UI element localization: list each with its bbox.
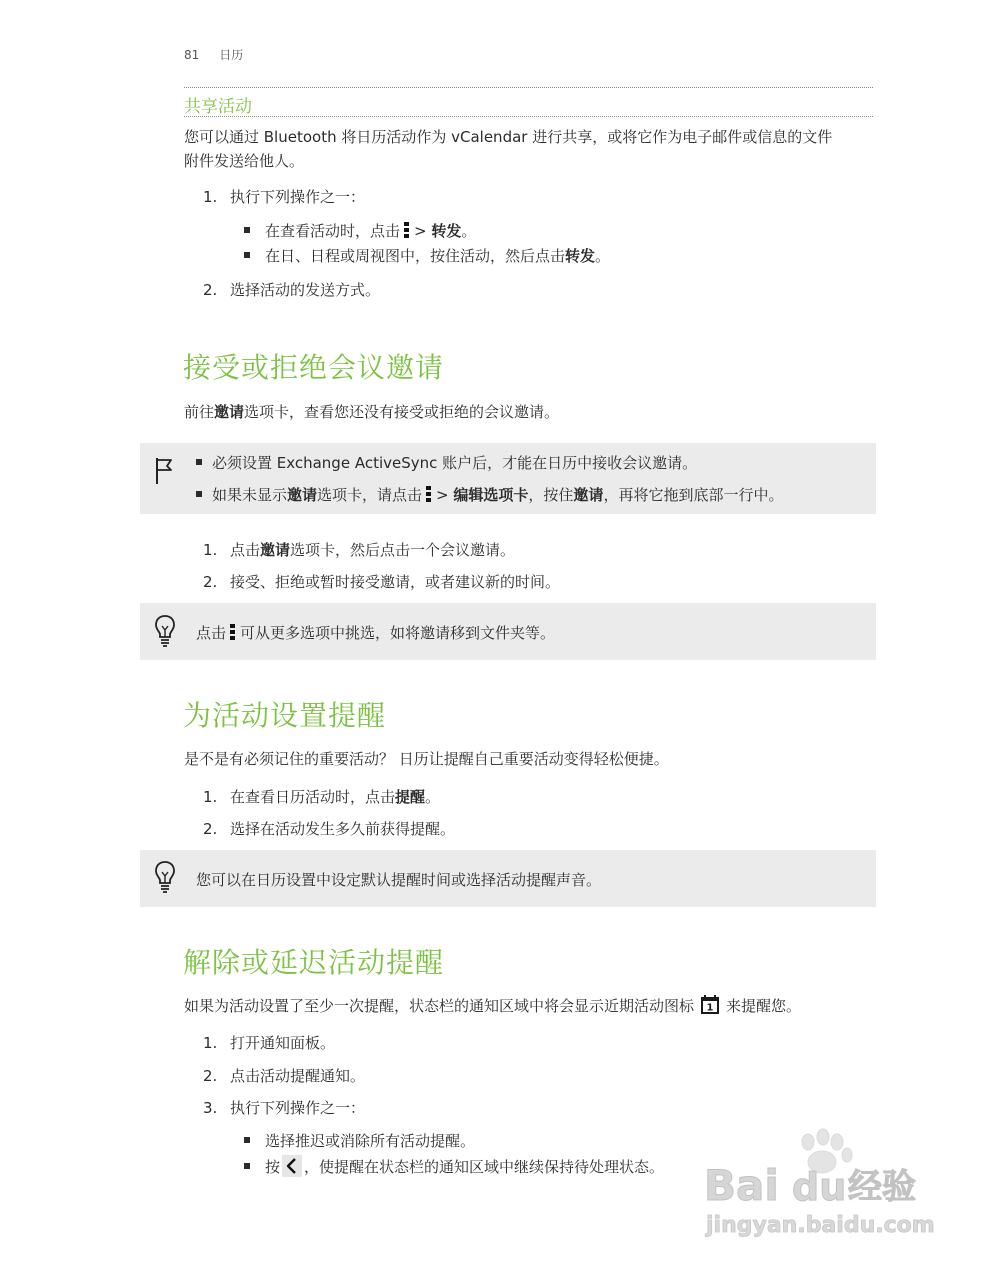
calendar-icon-day: 1	[706, 1002, 714, 1013]
reminder-intro: 是不是有必须记住的重要活动？ 日历让提醒自己重要活动变得轻松便捷。	[184, 750, 669, 768]
running-header	[184, 46, 243, 63]
note-text: 如果未显示	[212, 486, 288, 504]
intro-text-rest: 选项卡，查看您还没有接受或拒绝的会议邀请。	[244, 403, 560, 421]
watermark-bai: Bai	[704, 1161, 779, 1210]
dismiss-intro	[184, 994, 874, 1018]
step-bold-reminder: 提醒	[395, 788, 426, 806]
bullet-text: 在日、日程或周视图中，按住活动，然后点击	[265, 247, 566, 265]
accept-intro	[184, 400, 874, 424]
share-bullet-2	[244, 245, 610, 266]
bullet-text: 选择推迟或消除所有活动提醒。	[265, 1132, 476, 1150]
note-bold-invitations: 邀请	[287, 486, 318, 504]
dismiss-bullet-1	[244, 1130, 475, 1151]
step-text: 接受、拒绝或暂时接受邀请，或者建议新的时间。	[230, 573, 561, 591]
step-text: 打开通知面板。	[230, 1034, 336, 1052]
watermark-jingyan: 经验	[848, 1167, 916, 1207]
note-text: ，再将它拖到底部一行中。	[603, 486, 784, 504]
bullet-marker	[244, 252, 250, 258]
dismiss-section-title: 解除或延迟活动提醒	[183, 946, 445, 979]
tip-text-2: 您可以在日历设置中设定默认提醒时间或选择活动提醒声音。	[196, 871, 602, 889]
menu-icon	[230, 624, 236, 640]
step-text: 选择活动的发送方式。	[230, 281, 381, 299]
bullet-text-end: 。	[461, 222, 477, 240]
bullet-text: 在查看活动时，点击	[265, 222, 401, 240]
tip-text-start: 点击	[196, 624, 227, 642]
chapter-name: 日历	[219, 48, 244, 62]
watermark-du: du	[792, 1165, 847, 1209]
bullet-text-end: 。	[595, 247, 611, 265]
bullet-bold-forward: 转发	[565, 247, 596, 265]
tip-text	[196, 622, 555, 643]
note-text: 必须设置 Exchange ActiveSync 账户后，才能在日历中接收会议邀请。	[212, 454, 698, 472]
note-item-2	[196, 484, 783, 505]
bullet-text: 按	[265, 1158, 281, 1176]
share-intro-line1: 您可以通过 Bluetooth 将日历活动作为 vCalendar 进行共享，或将它作为电子邮件或信息的文件	[184, 128, 833, 146]
accept-step-2	[203, 571, 560, 592]
note-bold-edit-tabs: 编辑选项卡	[453, 486, 529, 504]
step-number: 1.	[203, 788, 218, 806]
intro-text: 前往	[184, 403, 215, 421]
reminder-section-title: 为活动设置提醒	[183, 699, 387, 732]
step-number: 1.	[203, 188, 218, 206]
note-bold-invitations: 邀请	[573, 486, 604, 504]
step-text: 执行下列操作之一：	[230, 1099, 366, 1117]
step-text: 选择在活动发生多久前获得提醒。	[230, 820, 456, 838]
intro-bold-invitations: 邀请	[214, 403, 245, 421]
accept-section-title: 接受或拒绝会议邀请	[183, 351, 445, 384]
flag-icon	[154, 456, 176, 486]
note-text-arrow: >	[436, 486, 454, 504]
share-bullet-1	[244, 220, 476, 241]
step-text: 在查看日历活动时，点击	[230, 788, 396, 806]
step-text: 点击	[230, 541, 261, 559]
share-intro-line2: 附件发送给他人。	[184, 152, 305, 170]
reminder-step-1	[203, 786, 440, 807]
lightbulb-icon	[153, 860, 177, 894]
watermark-url: jingyan.baidu.com	[706, 1213, 935, 1238]
step-text-rest: 选项卡，然后点击一个会议邀请。	[290, 541, 516, 559]
step-text: 执行下列操作之一：	[230, 188, 366, 206]
bullet-text-arrow: >	[414, 222, 432, 240]
section-rule-bottom	[184, 116, 873, 117]
bullet-marker	[196, 491, 202, 497]
bullet-marker	[244, 1163, 250, 1169]
lightbulb-icon	[153, 614, 177, 648]
dismiss-step-2	[203, 1065, 365, 1086]
bullet-marker	[244, 227, 250, 233]
share-section-title: 共享活动	[184, 97, 252, 117]
dismiss-step-3	[203, 1097, 365, 1118]
page-number: 81	[184, 48, 200, 62]
section-rule-top	[184, 87, 873, 88]
step-number: 3.	[203, 1099, 218, 1117]
note-item-1	[196, 452, 697, 473]
calendar-event-icon	[700, 995, 720, 1015]
reminder-step-2	[203, 818, 455, 839]
share-intro	[184, 125, 874, 173]
step-number: 2.	[203, 281, 218, 299]
dismiss-step-1	[203, 1032, 335, 1053]
bullet-bold-forward: 转发	[431, 222, 462, 240]
back-icon	[282, 1155, 302, 1177]
bullet-marker	[244, 1137, 250, 1143]
intro-text: 如果为活动设置了至少一次提醒，状态栏的通知区域中将会显示近期活动图标	[184, 997, 695, 1015]
step-number: 1.	[203, 541, 218, 559]
note-text: ，按住	[528, 486, 574, 504]
baidu-watermark	[700, 1128, 940, 1246]
step-bold-invitations: 邀请	[260, 541, 291, 559]
bullet-text-rest: ，使提醒在状态栏的通知区域中继续保持待处理状态。	[304, 1158, 665, 1176]
dismiss-bullet-2	[244, 1156, 664, 1179]
step-number: 2.	[203, 573, 218, 591]
step-text-end: 。	[425, 788, 441, 806]
menu-icon	[426, 486, 432, 502]
tip-text-rest: 可从更多选项中挑选，如将邀请移到文件夹等。	[240, 624, 556, 642]
note-text: 选项卡，请点击	[317, 486, 423, 504]
share-step-1	[203, 186, 365, 207]
menu-icon	[404, 222, 410, 238]
step-text: 点击活动提醒通知。	[230, 1067, 366, 1085]
step-number: 1.	[203, 1034, 218, 1052]
step-number: 2.	[203, 820, 218, 838]
intro-text-rest: 来提醒您。	[726, 997, 802, 1015]
accept-step-1	[203, 539, 515, 560]
bullet-marker	[196, 459, 202, 465]
step-number: 2.	[203, 1067, 218, 1085]
share-step-2	[203, 279, 380, 300]
